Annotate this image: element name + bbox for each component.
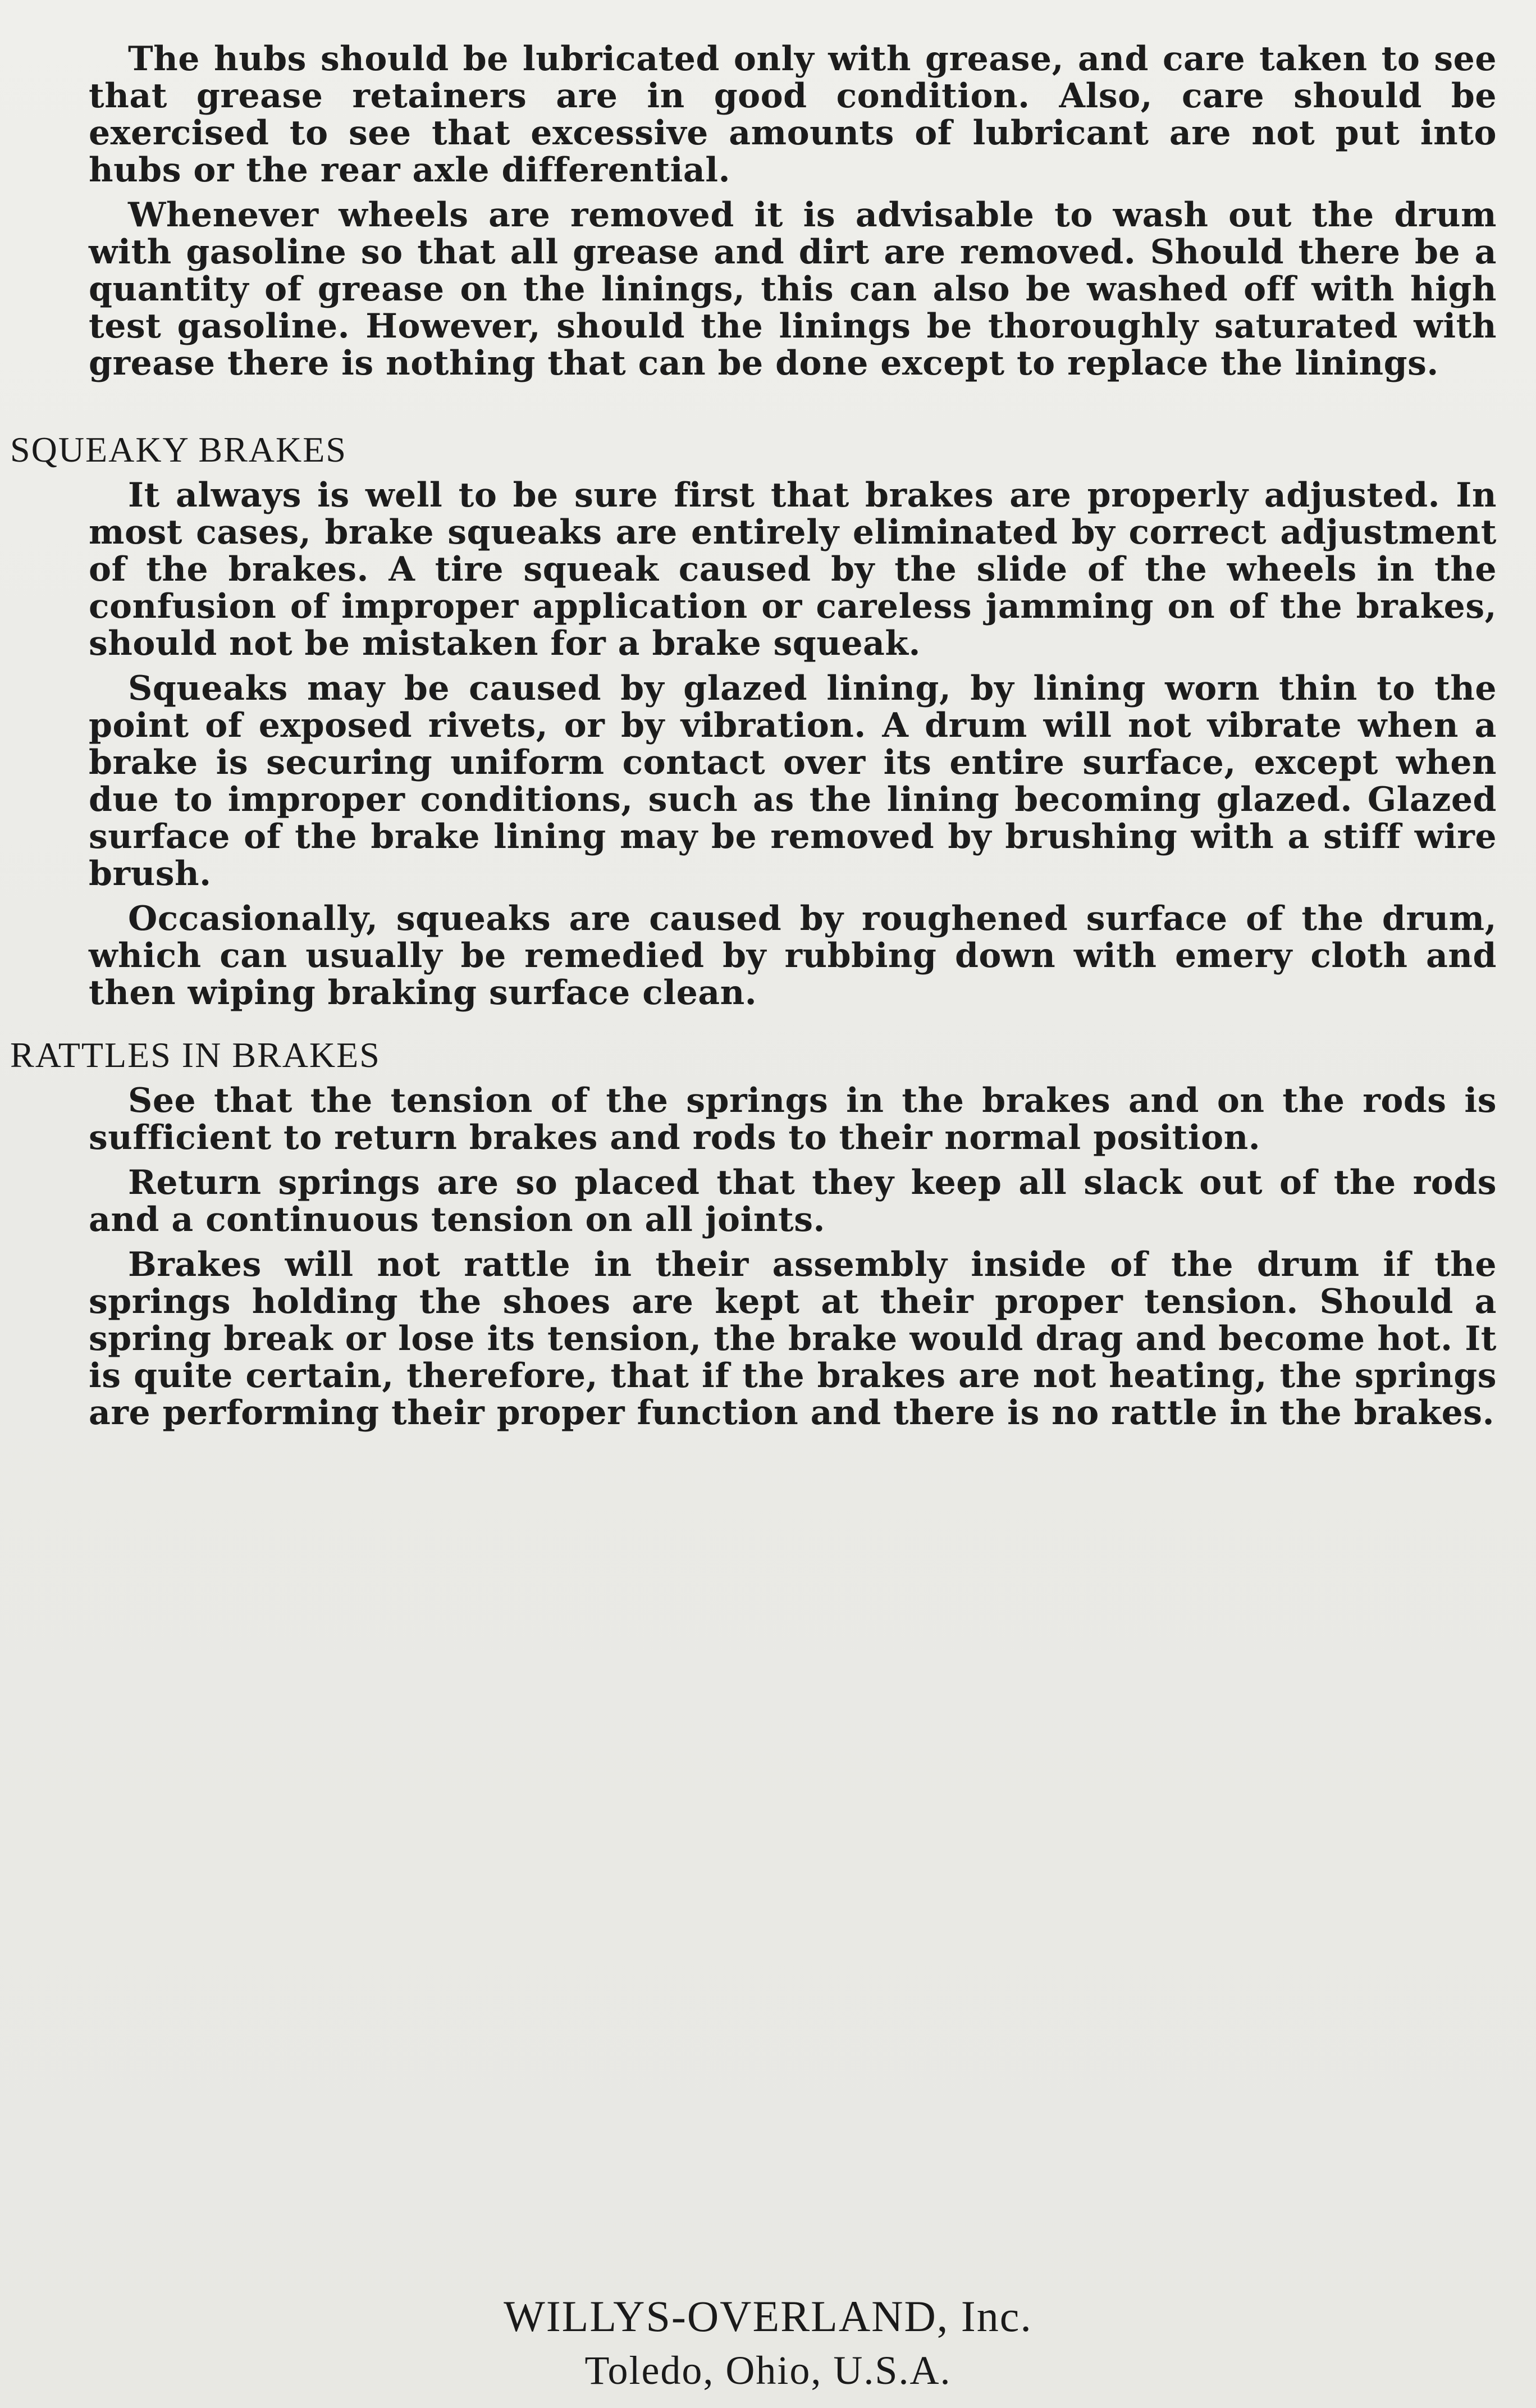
squeaky-paragraph-3: Occasionally, squeaks are caused by roughened surface of the drum, which can usually be remedied by rubbing down with emery cloth and then wiping braking surface clean. bbox=[89, 899, 1497, 1013]
intro-paragraph-1: The hubs should be lubricated only with grease, and care taken to see that grease retainers are in good condition. Also, care should be exercised to see that excessive amounts of lubricant are not put into hubs or the rear axle differential. bbox=[89, 39, 1497, 190]
rattles-paragraph-3: Brakes will not rattle in their assembly inside of the drum if the springs holding the shoes are kept at their proper tension. Should a spring break or lose its tension, the brake would drag and become hot. It is quite certain, therefore, that if the brakes are not heating, the springs are performing their proper function and there is no rattle in the brakes. bbox=[89, 1245, 1497, 1433]
rattles-paragraph-2: Return springs are so placed that they keep all slack out of the rods and a continuous tension on all joints. bbox=[89, 1163, 1497, 1239]
squeaky-brakes-heading: SQUEAKY BRAKES bbox=[10, 430, 347, 469]
footer-company-name: WILLYS-OVERLAND, Inc. bbox=[504, 2292, 1032, 2341]
intro-paragraph-2: Whenever wheels are removed it is advisable to wash out the drum with gasoline so that all grease and dirt are removed. Should there be a quantity of grease on the linings, this can also be washed off with high test gasoline. However, should the linings be thoroughly saturated with grease there is nothing that can be done except to replace the linings. bbox=[89, 195, 1497, 383]
rattles-in-brakes-section bbox=[0, 1035, 1536, 1431]
squeaky-paragraph-2: Squeaks may be caused by glazed lining, by lining worn thin to the point of exposed rivets, or by vibration. A drum will not vibrate when a brake is securing uniform contact over its entire surface, except when due to improper conditions, such as the lining becoming glazed. Glazed surface of the brake lining may be removed by brushing with a stiff wire brush. bbox=[89, 669, 1497, 893]
squeaky-brakes-section bbox=[0, 430, 1536, 1011]
squeaky-paragraph-1: It always is well to be sure first that brakes are properly adjusted. In most cases, brake squeaks are entirely eliminated by correct adjustment of the brakes. A tire squeak caused by the slide of the wheels in the confusion of improper application or careless jamming on of the brakes, should not be mistaken for a brake squeak. bbox=[89, 476, 1497, 663]
rattles-heading: RATTLES IN BRAKES bbox=[10, 1035, 381, 1075]
intro-section bbox=[0, 40, 1536, 382]
footer-location: Toledo, Ohio, U.S.A. bbox=[584, 2348, 952, 2393]
rattles-paragraph-1: See that the tension of the springs in the brakes and on the rods is sufficient to return brakes and rods to their normal position. bbox=[89, 1081, 1497, 1157]
